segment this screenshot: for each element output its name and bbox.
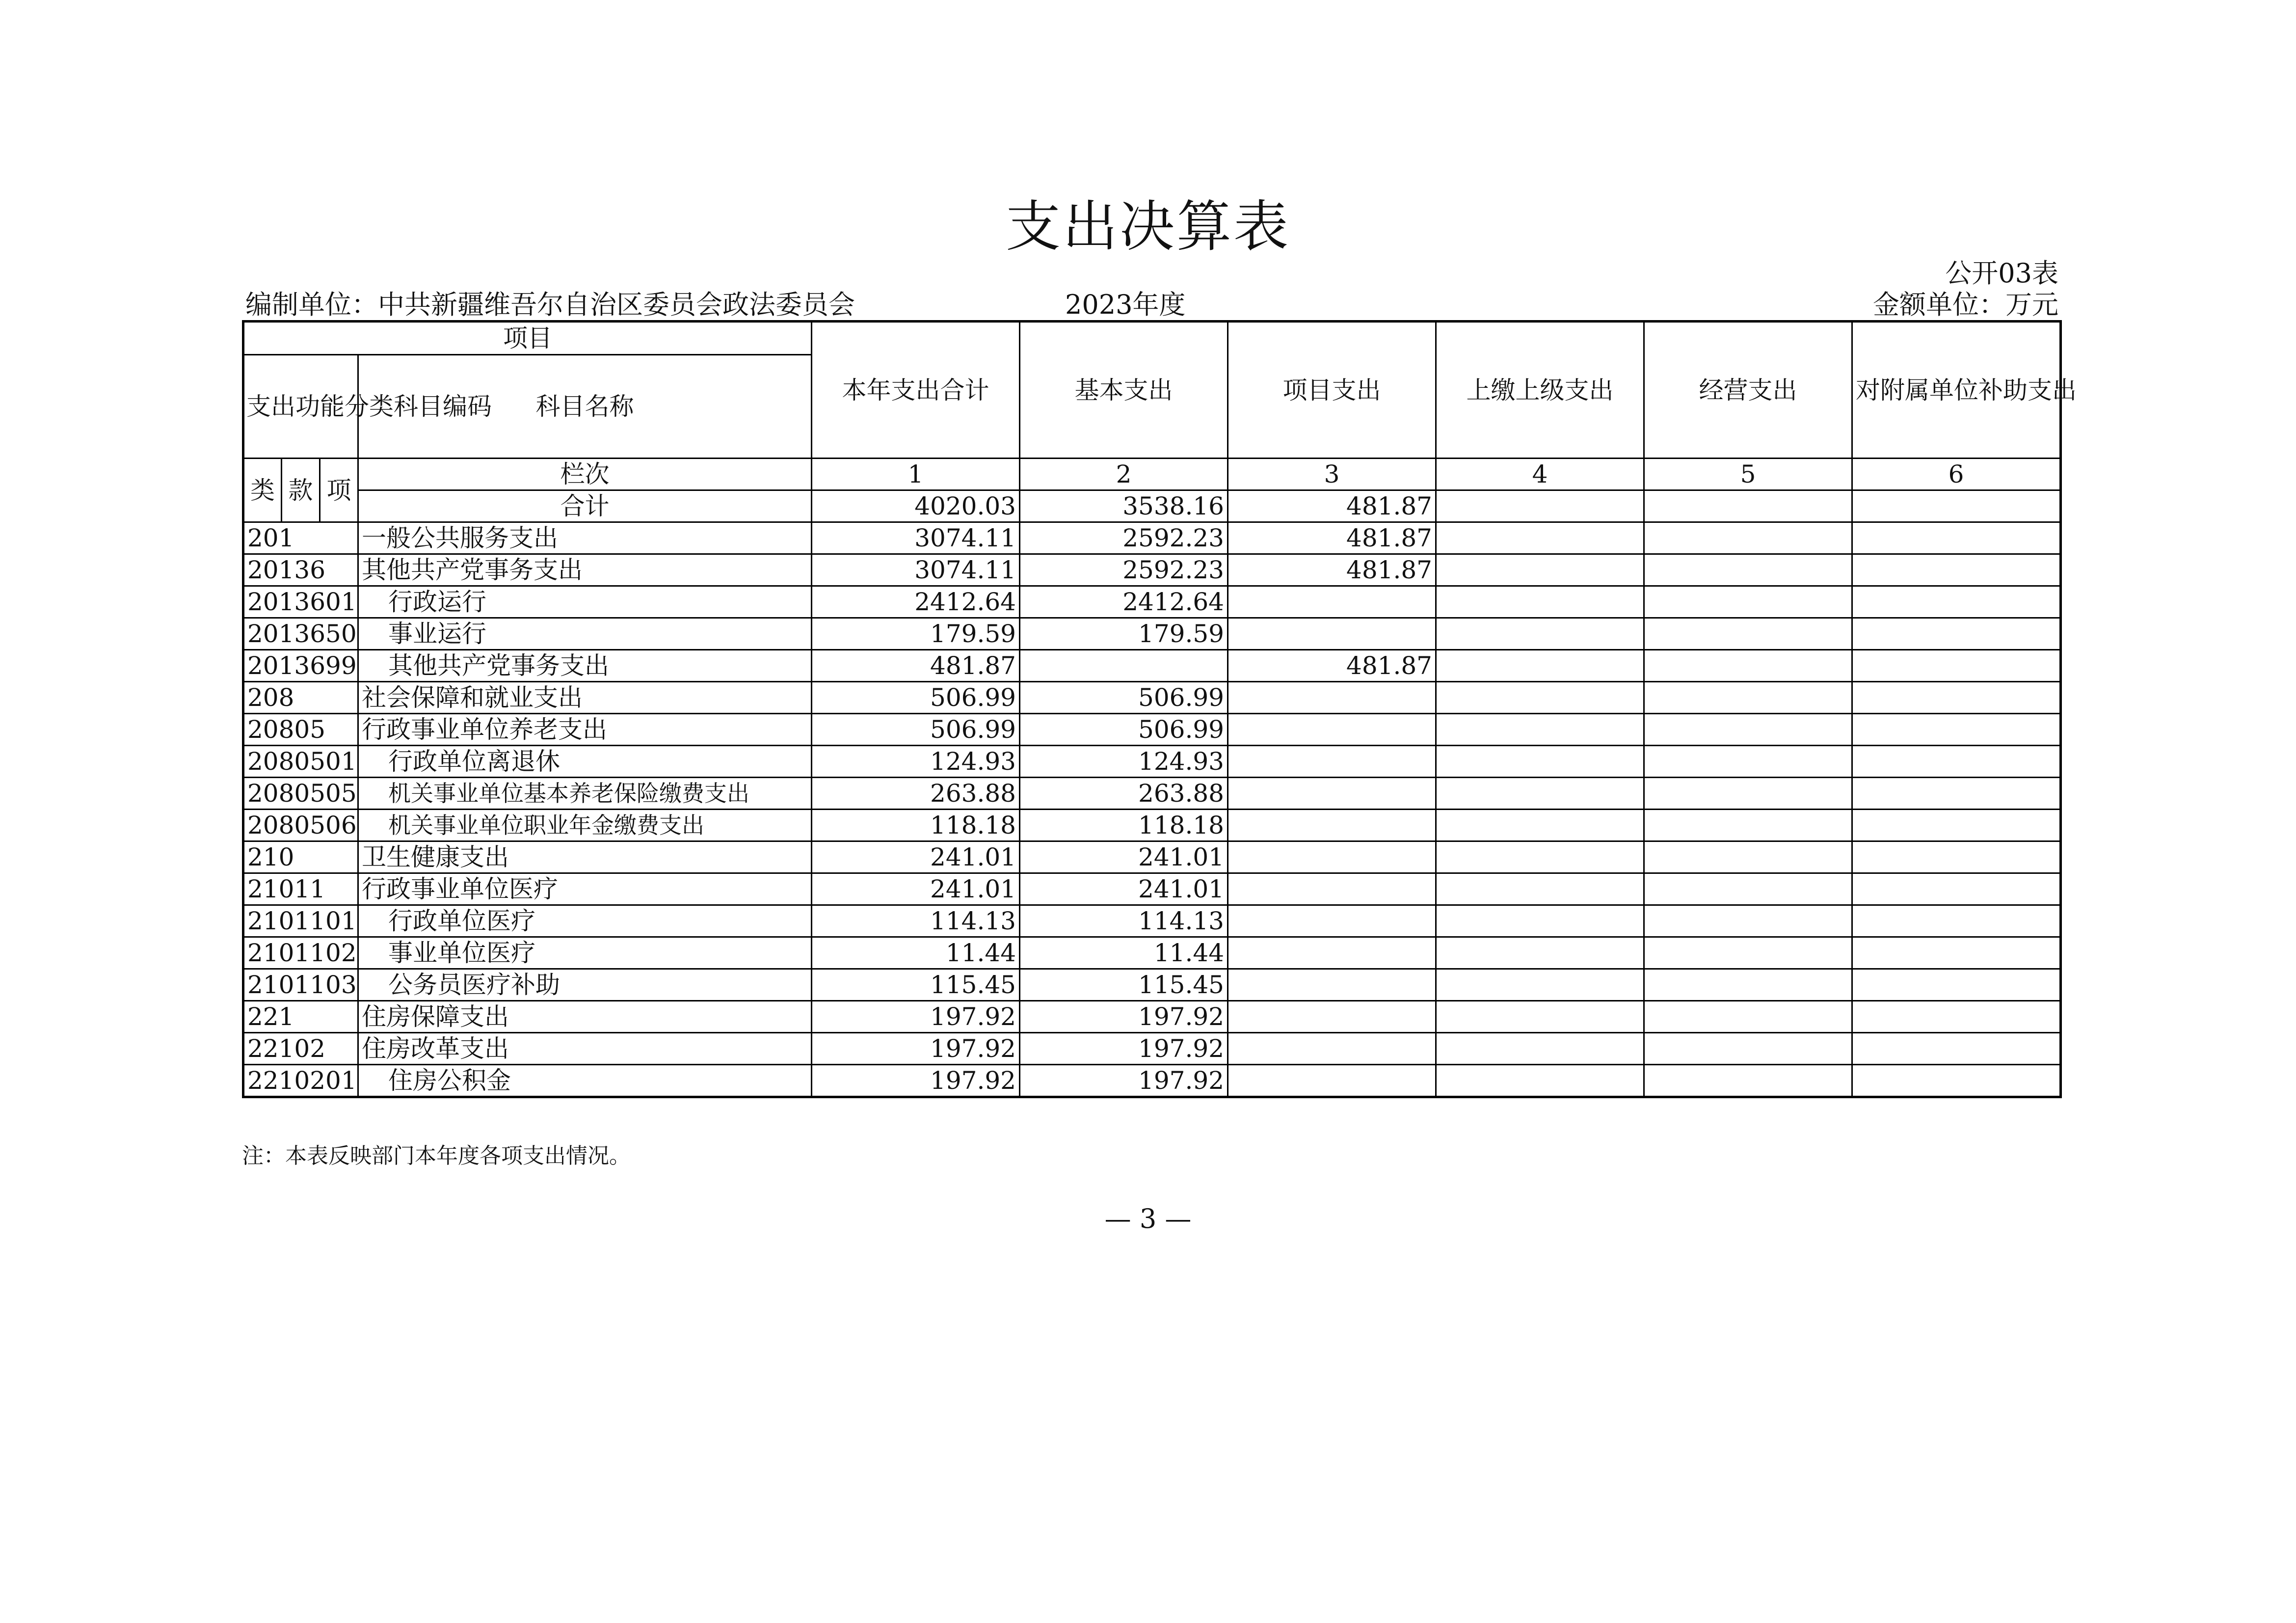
- row-amount: 197.92: [812, 1065, 1020, 1097]
- row-code: 2080505: [243, 778, 358, 810]
- row-amount: 179.59: [1020, 618, 1228, 650]
- total-value: 4020.03: [812, 490, 1020, 522]
- row-amount: 481.87: [812, 650, 1020, 682]
- row-amount: 197.92: [812, 1033, 1020, 1065]
- row-code: 22102: [243, 1033, 358, 1065]
- table-row: [243, 650, 2061, 682]
- row-amount: [1228, 746, 1436, 778]
- row-amount: 118.18: [812, 810, 1020, 841]
- row-amount: 481.87: [1228, 650, 1436, 682]
- row-amount: [1644, 1001, 1852, 1033]
- row-amount: 481.87: [1228, 522, 1436, 554]
- row-amount: 2592.23: [1020, 522, 1228, 554]
- row-subject-name: 住房改革支出: [358, 1033, 812, 1065]
- table-row: [243, 1033, 2061, 1065]
- row-amount: 2412.64: [812, 586, 1020, 618]
- row-amount: [1852, 586, 2061, 618]
- row-amount: [1436, 522, 1644, 554]
- row-amount: 179.59: [812, 618, 1020, 650]
- row-amount: 11.44: [812, 937, 1020, 969]
- row-code: 221: [243, 1001, 358, 1033]
- table-row: [243, 1001, 2061, 1033]
- table-row: [243, 714, 2061, 746]
- column-number: 3: [1228, 459, 1436, 490]
- row-amount: 197.92: [1020, 1033, 1228, 1065]
- row-subject-name: 机关事业单位职业年金缴费支出: [358, 810, 812, 841]
- row-amount: 241.01: [812, 873, 1020, 905]
- table-row: [243, 618, 2061, 650]
- row-amount: [1644, 873, 1852, 905]
- row-amount: 115.45: [1020, 969, 1228, 1001]
- row-amount: [1228, 810, 1436, 841]
- row-subject-name: 其他共产党事务支出: [358, 650, 812, 682]
- row-amount: [1644, 1033, 1852, 1065]
- row-amount: [1228, 841, 1436, 873]
- header-subject-name: 科目名称: [358, 355, 812, 459]
- total-label: 合计: [358, 490, 812, 522]
- total-value: 3538.16: [1020, 490, 1228, 522]
- row-amount: 115.45: [812, 969, 1020, 1001]
- row-amount: 506.99: [812, 714, 1020, 746]
- row-amount: 118.18: [1020, 810, 1228, 841]
- row-amount: [1228, 969, 1436, 1001]
- row-amount: [1228, 905, 1436, 937]
- row-amount: 114.13: [812, 905, 1020, 937]
- row-amount: [1644, 778, 1852, 810]
- row-subject-name: 事业运行: [358, 618, 812, 650]
- table-row: [243, 522, 2061, 554]
- row-amount: [1644, 746, 1852, 778]
- row-code: 2101102: [243, 937, 358, 969]
- row-amount: [1436, 682, 1644, 714]
- row-amount: [1436, 937, 1644, 969]
- row-amount: [1852, 522, 2061, 554]
- row-amount: [1228, 873, 1436, 905]
- row-amount: [1436, 1065, 1644, 1097]
- row-amount: [1436, 1033, 1644, 1065]
- row-subject-name: 公务员医疗补助: [358, 969, 812, 1001]
- row-code: 208: [243, 682, 358, 714]
- table-row: [243, 841, 2061, 873]
- header-col-total: 本年支出合计: [812, 322, 1020, 459]
- row-amount: [1852, 714, 2061, 746]
- table-row: [243, 586, 2061, 618]
- table-row: [243, 905, 2061, 937]
- row-code: 210: [243, 841, 358, 873]
- row-amount: [1644, 586, 1852, 618]
- row-amount: [1644, 554, 1852, 586]
- row-amount: [1852, 618, 2061, 650]
- table-row: [243, 682, 2061, 714]
- expenditure-table: [242, 320, 2077, 1098]
- row-amount: 11.44: [1020, 937, 1228, 969]
- header-col-project: 项目支出: [1228, 322, 1436, 459]
- row-subject-name: 其他共产党事务支出: [358, 554, 812, 586]
- header-col-subsidy: 对附属单位补助支出: [1852, 322, 2061, 459]
- row-amount: 506.99: [812, 682, 1020, 714]
- row-subject-name: 事业单位医疗: [358, 937, 812, 969]
- row-code: 20805: [243, 714, 358, 746]
- row-amount: [1436, 841, 1644, 873]
- row-amount: [1644, 682, 1852, 714]
- row-amount: [1228, 1033, 1436, 1065]
- header-item: 项目: [243, 322, 812, 355]
- row-subject-name: 行政运行: [358, 586, 812, 618]
- row-amount: [1436, 969, 1644, 1001]
- row-amount: [1644, 937, 1852, 969]
- row-amount: [1852, 905, 2061, 937]
- row-subject-name: 行政事业单位医疗: [358, 873, 812, 905]
- row-code: 21011: [243, 873, 358, 905]
- compiling-unit: 编制单位：中共新疆维吾尔自治区委员会政法委员会: [245, 289, 855, 320]
- row-amount: [1852, 873, 2061, 905]
- row-amount: [1436, 873, 1644, 905]
- row-code: 2013601: [243, 586, 358, 618]
- row-amount: 506.99: [1020, 682, 1228, 714]
- row-subject-name: 住房保障支出: [358, 1001, 812, 1033]
- row-subject-name: 机关事业单位基本养老保险缴费支出: [358, 778, 812, 810]
- column-order-label: 栏次: [358, 459, 812, 490]
- table-row: [243, 746, 2061, 778]
- header-col-basic: 基本支出: [1020, 322, 1228, 459]
- row-amount: 2592.23: [1020, 554, 1228, 586]
- row-amount: [1228, 778, 1436, 810]
- row-code: 2101101: [243, 905, 358, 937]
- row-amount: [1020, 650, 1228, 682]
- column-number: 5: [1644, 459, 1852, 490]
- row-amount: [1228, 1065, 1436, 1097]
- fiscal-year: 2023年度: [1065, 289, 1186, 320]
- row-amount: 506.99: [1020, 714, 1228, 746]
- form-number: 公开03表: [1945, 258, 2058, 289]
- row-amount: [1228, 682, 1436, 714]
- row-amount: [1436, 714, 1644, 746]
- page-title: 支出决算表: [1006, 195, 1290, 259]
- row-subject-name: 行政单位离退休: [358, 746, 812, 778]
- table-row: [243, 969, 2061, 1001]
- row-amount: 124.93: [812, 746, 1020, 778]
- row-code: 20136: [243, 554, 358, 586]
- row-amount: [1644, 714, 1852, 746]
- row-amount: [1852, 810, 2061, 841]
- header-lei: 类: [243, 459, 282, 522]
- row-subject-name: 社会保障和就业支出: [358, 682, 812, 714]
- total-value: 481.87: [1228, 490, 1436, 522]
- row-amount: [1644, 810, 1852, 841]
- table-row: [243, 873, 2061, 905]
- row-amount: [1436, 554, 1644, 586]
- row-code: 2210201: [243, 1065, 358, 1097]
- row-amount: [1852, 937, 2061, 969]
- row-subject-name: 卫生健康支出: [358, 841, 812, 873]
- row-subject-name: 行政事业单位养老支出: [358, 714, 812, 746]
- row-code: 201: [243, 522, 358, 554]
- row-amount: 263.88: [1020, 778, 1228, 810]
- page-number: — 3 —: [1104, 1203, 1192, 1234]
- header-row-order: [243, 459, 2061, 490]
- row-amount: 241.01: [812, 841, 1020, 873]
- table-row: [243, 937, 2061, 969]
- row-amount: [1228, 937, 1436, 969]
- row-code: 2013650: [243, 618, 358, 650]
- row-amount: 481.87: [1228, 554, 1436, 586]
- row-amount: [1852, 1065, 2061, 1097]
- row-amount: [1852, 1033, 2061, 1065]
- total-row: [243, 490, 2061, 522]
- header-col-remit: 上缴上级支出: [1436, 322, 1644, 459]
- row-amount: [1436, 746, 1644, 778]
- row-amount: [1852, 682, 2061, 714]
- column-number: 2: [1020, 459, 1228, 490]
- row-amount: 197.92: [812, 1001, 1020, 1033]
- row-amount: [1644, 1065, 1852, 1097]
- table-row: [243, 778, 2061, 810]
- row-amount: [1852, 746, 2061, 778]
- column-number: 4: [1436, 459, 1644, 490]
- total-value: [1852, 490, 2061, 522]
- row-amount: [1852, 650, 2061, 682]
- row-amount: 114.13: [1020, 905, 1228, 937]
- row-amount: [1852, 841, 2061, 873]
- row-amount: [1852, 778, 2061, 810]
- row-amount: [1644, 650, 1852, 682]
- row-amount: 263.88: [812, 778, 1020, 810]
- amount-unit: 金额单位：万元: [1873, 289, 2058, 320]
- row-amount: [1436, 650, 1644, 682]
- row-amount: 241.01: [1020, 873, 1228, 905]
- row-amount: 3074.11: [812, 554, 1020, 586]
- table-row: [243, 554, 2061, 586]
- row-amount: [1228, 714, 1436, 746]
- column-number: 1: [812, 459, 1020, 490]
- row-amount: [1852, 1001, 2061, 1033]
- row-subject-name: 行政单位医疗: [358, 905, 812, 937]
- row-amount: [1436, 1001, 1644, 1033]
- row-amount: 2412.64: [1020, 586, 1228, 618]
- row-amount: [1644, 905, 1852, 937]
- row-amount: [1852, 554, 2061, 586]
- row-amount: 197.92: [1020, 1065, 1228, 1097]
- total-value: [1436, 490, 1644, 522]
- row-amount: 3074.11: [812, 522, 1020, 554]
- header-xiang: 项: [320, 459, 358, 522]
- row-amount: [1228, 586, 1436, 618]
- row-amount: [1644, 969, 1852, 1001]
- row-amount: [1228, 618, 1436, 650]
- row-amount: [1852, 969, 2061, 1001]
- row-code: 2080501: [243, 746, 358, 778]
- header-code-group: 支出功能分类科目编码: [243, 355, 358, 459]
- row-subject-name: 住房公积金: [358, 1065, 812, 1097]
- row-amount: [1644, 841, 1852, 873]
- row-amount: [1436, 905, 1644, 937]
- header-kuan: 款: [282, 459, 320, 522]
- row-amount: 197.92: [1020, 1001, 1228, 1033]
- table-row: [243, 810, 2061, 841]
- row-amount: [1436, 810, 1644, 841]
- header-col-operating: 经营支出: [1644, 322, 1852, 459]
- row-amount: 124.93: [1020, 746, 1228, 778]
- row-amount: [1644, 522, 1852, 554]
- table-note: 注：本表反映部门本年度各项支出情况。: [242, 1143, 631, 1168]
- row-amount: [1228, 1001, 1436, 1033]
- total-value: [1644, 490, 1852, 522]
- row-subject-name: 一般公共服务支出: [358, 522, 812, 554]
- row-amount: [1436, 618, 1644, 650]
- row-amount: 241.01: [1020, 841, 1228, 873]
- column-number: 6: [1852, 459, 2061, 490]
- header-row-item: [243, 322, 2061, 355]
- row-amount: [1644, 618, 1852, 650]
- row-code: 2080506: [243, 810, 358, 841]
- row-code: 2013699: [243, 650, 358, 682]
- table-row: [243, 1065, 2061, 1097]
- row-amount: [1436, 586, 1644, 618]
- row-amount: [1436, 778, 1644, 810]
- row-code: 2101103: [243, 969, 358, 1001]
